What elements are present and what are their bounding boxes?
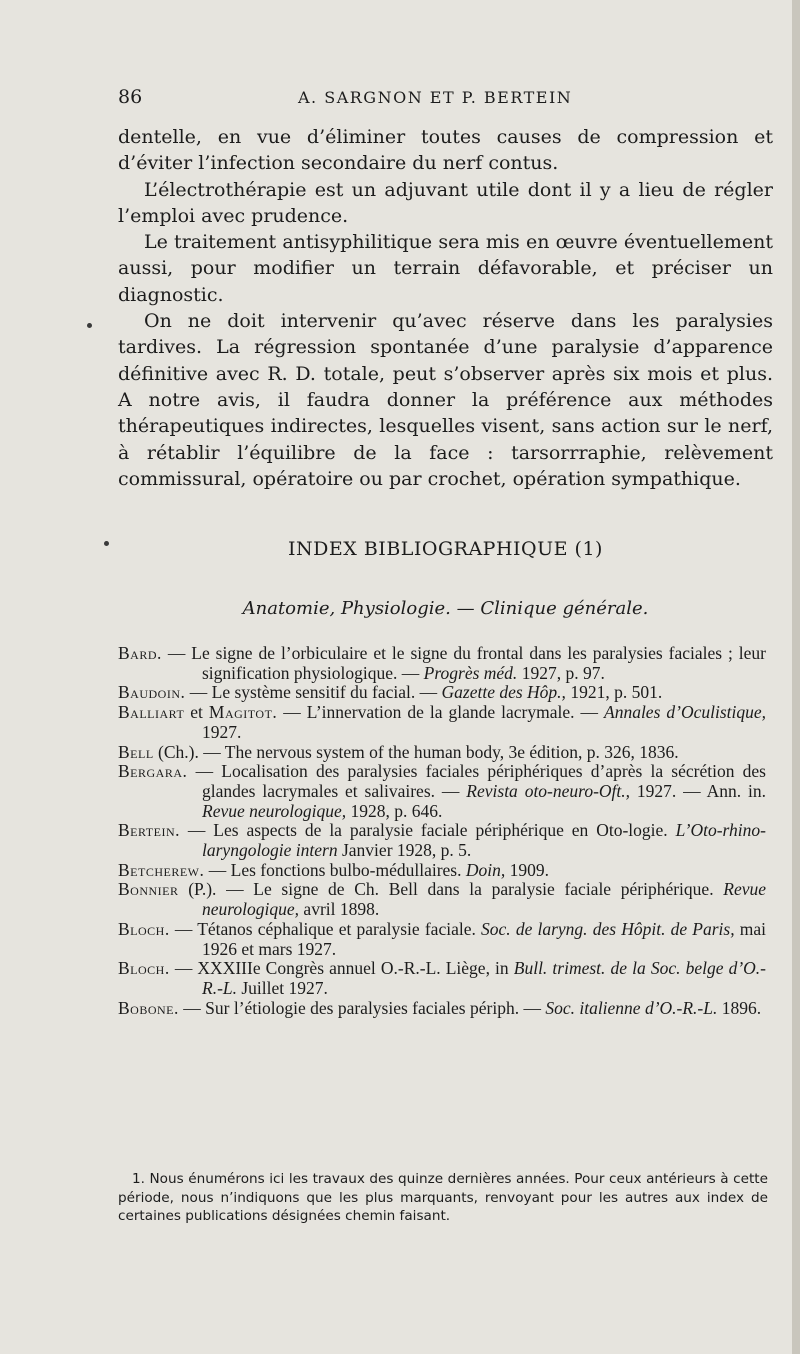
entry-tail: 1927, p. 97. [517,662,605,683]
entry-text: — Le système sensitif du facial. — [185,682,442,703]
entry-tail: 1927. — Ann. in. [630,780,766,801]
bibliography-entry [118,920,766,959]
entry-text: et [184,702,209,723]
entry-text: — XXXIIIe Congrès annuel O.-R.-L. Liège, in [169,958,514,979]
entry-tail: mai 1926 et mars 1927. [202,918,766,959]
entry-text: — Sur l’étiologie des paralysies faciales périph. — [178,997,546,1018]
entry-text: — Le signe de l’orbiculaire et le signe du frontal dans les paralysies faciales ; leur signification physiologique. — [161,643,766,683]
entry-source: Revista oto-neuro-Oft., [466,780,631,801]
entry-author: Bloch. [118,958,170,979]
bibliography-entry [118,880,766,919]
entry-text: — Les aspects de la paralysie faciale périphérique en Oto-logie. [179,820,676,841]
entry-author: Bonnier [118,879,179,900]
bibliography-entry [118,821,766,860]
entry-source: L’Oto-rhino-laryngologie intern [202,820,766,861]
running-header [118,86,768,112]
entry-tail: 1896. [717,997,762,1018]
margin-mark [87,323,92,328]
margin-mark [104,541,109,546]
footnote-text: 1. Nous énumérons ici les travaux des quinze dernières années. Pour ceux antérieurs à cette période, nous n’indiquons que les plus marquants, renvoyant pour les autres aux index de certaines publications désignées chemin faisant. [118,1171,768,1224]
entry-author: Bloch. [118,918,170,939]
entry-tail: 1928, p. 646. [346,800,443,821]
entry-source: Revue neurologique, [202,879,766,920]
bibliography-entry [118,683,766,703]
entry-tail: avril 1898. [299,899,380,920]
bibliography-entry [118,861,766,881]
entry-source: Revue neurologique, [202,800,347,821]
bibliography-entry [118,703,766,742]
entry-text: — L’innervation de la glande lacrymale. — [277,702,604,723]
paragraph-1: dentelle, en vue d’éliminer toutes causes de compression et d’éviter l’infection secondaire du nerf contus. [118,126,773,175]
entry-author: Magitot. [208,702,278,723]
entry-source: Gazette des Hôp., [441,682,566,703]
paragraph-2: L’électrothérapie est un adjuvant utile dont il y a lieu de régler l’emploi avec prudence. [118,178,773,227]
entry-source: Annales d’Oculistique, [604,702,767,723]
entry-author: Baudoin. [118,682,186,703]
entry-author: Betcherew. [118,859,205,880]
entry-author: Bertein. [118,820,180,841]
paragraph-4: On ne doit intervenir qu’avec réserve dans les paralysies tardives. La régression spontanée d’une paralysie d’apparence définitive avec R. D. totale, peut s’observer après six mois et plus. A notre avis, il faudra donner la préférence aux méthodes thérapeutiques indirectes, lesquelles visent, sans action sur le nerf, à rétablir l’équilibre de la face : tarsorrraphie, relèvement commissural, opératoire ou par crochet, opération sympathique. [118,310,773,490]
bibliography-entry [118,762,766,821]
entry-source: Soc. de laryng. des Hôpit. de Paris, [481,918,735,939]
entry-author: Bell [118,741,154,762]
entry-author: Bobone. [118,997,179,1018]
entry-text: (P.). — Le signe de Ch. Bell dans la paralysie faciale périphérique. [178,879,724,900]
entry-text: — Les fonctions bulbo-médullaires. [204,859,466,880]
entry-source: Bull. trimest. de la Soc. belge d’O.-R.-L. [202,958,766,998]
footnote [118,1170,768,1226]
entry-text: — Tétanos céphalique et paralysie faciale. [169,918,482,939]
entry-author: Balliart [118,702,185,723]
entry-tail: Janvier 1928, p. 5. [337,840,472,861]
paragraph-3: Le traitement antisyphilitique sera mis en œuvre éventuellement aussi, pour modifier un terrain défavorable, et préciser un diagnostic. [118,231,773,306]
bibliography-entry [118,999,766,1019]
entry-text: (Ch.). — The nervous system of the human body, 3e édition, p. 326, 1836. [153,741,679,762]
entry-source: Doin, [465,859,506,880]
body-text [118,124,773,492]
entry-tail: 1921, p. 501. [565,682,663,703]
bibliography-entry [118,743,766,763]
entry-text: — Localisation des paralysies faciales périphériques d’après la sécrétion des glandes lacrymales et salivaires. — [187,761,766,801]
index-subtitle: Anatomie, Physiologie. — Clinique générale. [242,598,649,619]
index-title: INDEX BIBLIOGRAPHIQUE (1) [288,538,603,560]
entry-tail: 1927. [202,721,242,742]
entry-author: Bard. [118,643,162,663]
entry-source: Progrès méd. [423,662,518,683]
bibliography-entry [118,644,766,683]
bibliography-list [118,644,766,1018]
entry-tail: 1909. [505,859,549,880]
entry-tail: Juillet 1927. [237,977,328,998]
page-edge-shadow [792,0,800,1354]
bibliography-entry [118,959,766,998]
entry-author: Bergara. [118,761,188,782]
running-title: A. SARGNON ET P. BERTEIN [298,88,573,107]
entry-source: Soc. italienne d’O.-R.-L. [545,997,718,1018]
page-number: 86 [118,86,143,108]
